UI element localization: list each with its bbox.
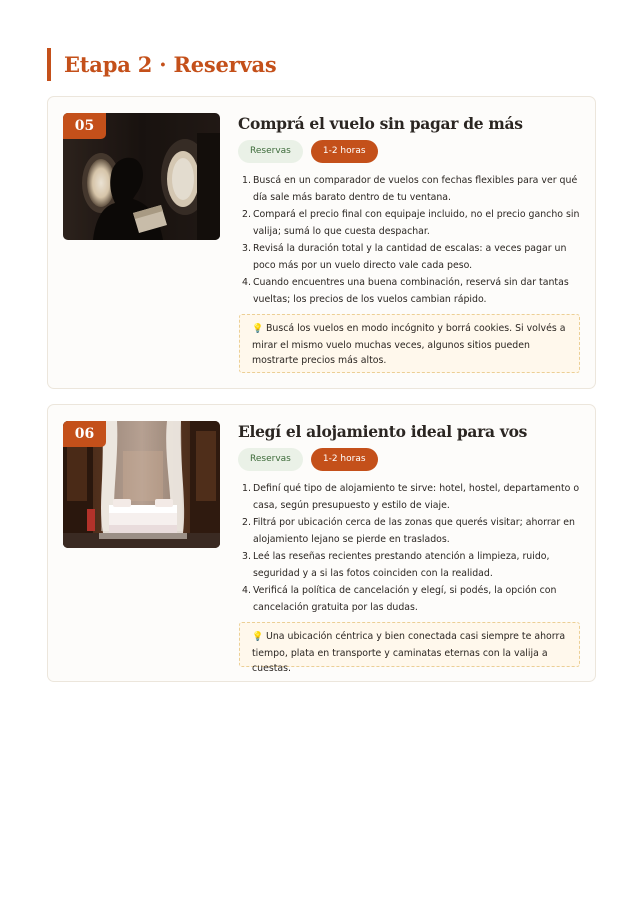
card-content <box>238 112 584 308</box>
page-title: Etapa 2 · Reservas <box>64 52 277 77</box>
tip-text: Una ubicación céntrica y bien conectada casi siempre te ahorra tiempo, plata en transporte y caminatas eternas con la valija a cuestas. <box>252 631 566 674</box>
list-item: 4. Cuando encuentres una buena combinación, reservá sin dar tantas vueltas; los precios de los vuelos cambian rápido. <box>242 277 569 305</box>
card-title: Comprá el vuelo sin pagar de más <box>238 114 523 133</box>
hotel-photo <box>63 421 220 548</box>
stage-header <box>47 48 277 81</box>
step-number-badge: 05 <box>63 113 106 139</box>
list-item: 3. Revisá la duración total y la cantidad de escalas: a veces pagar un poco más por un vuelo directo vale cada peso. <box>242 243 567 271</box>
step-number-badge: 06 <box>63 421 106 447</box>
card-title: Elegí el alojamiento ideal para vos <box>238 422 528 441</box>
duration-badge: 1-2 horas <box>311 448 378 471</box>
list-item: 4. Verificá la política de cancelación y elegí, si podés, la opción con cancelación gratuita por las dudas. <box>242 585 557 613</box>
step-card <box>47 404 596 682</box>
list-item: 3. Leé las reseñas recientes prestando atención a limpieza, ruido, seguridad y a si las fotos coinciden con la realidad. <box>242 551 550 579</box>
stage-badge: Reservas <box>238 140 303 163</box>
steps-list <box>238 480 584 616</box>
list-item: 2. Compará el precio final con equipaje incluido, no el precio gancho sin valija; sumá lo que cuesta despachar. <box>242 209 580 237</box>
tip-text: Buscá los vuelos en modo incógnito y borrá cookies. Si volvés a mirar el mismo vuelo muchas veces, algunos sitios pueden mostrarte precios más altos. <box>252 323 566 366</box>
list-item: 1. Definí qué tipo de alojamiento te sirve: hotel, hostel, departamento o casa, según presupuesto y estilo de viaje. <box>242 483 580 511</box>
list-item: 2. Filtrá por ubicación cerca de las zonas que querés visitar; ahorrar en alojamiento lejano se pierde en traslados. <box>242 517 575 545</box>
lightbulb-icon: 💡 <box>252 324 264 334</box>
steps-list <box>238 172 584 308</box>
duration-badge: 1-2 horas <box>311 140 378 163</box>
step-card <box>47 96 596 389</box>
flight-photo <box>63 113 220 240</box>
badge-row <box>238 448 584 471</box>
card-content <box>238 420 584 616</box>
tip-box <box>239 622 580 674</box>
tip-box <box>239 314 580 373</box>
badge-row <box>238 140 584 163</box>
list-item: 1. Buscá en un comparador de vuelos con fechas flexibles para ver qué día sale más barato dentro de tu ventana. <box>242 175 578 203</box>
lightbulb-icon: 💡 <box>252 632 264 642</box>
stage-badge: Reservas <box>238 448 303 471</box>
